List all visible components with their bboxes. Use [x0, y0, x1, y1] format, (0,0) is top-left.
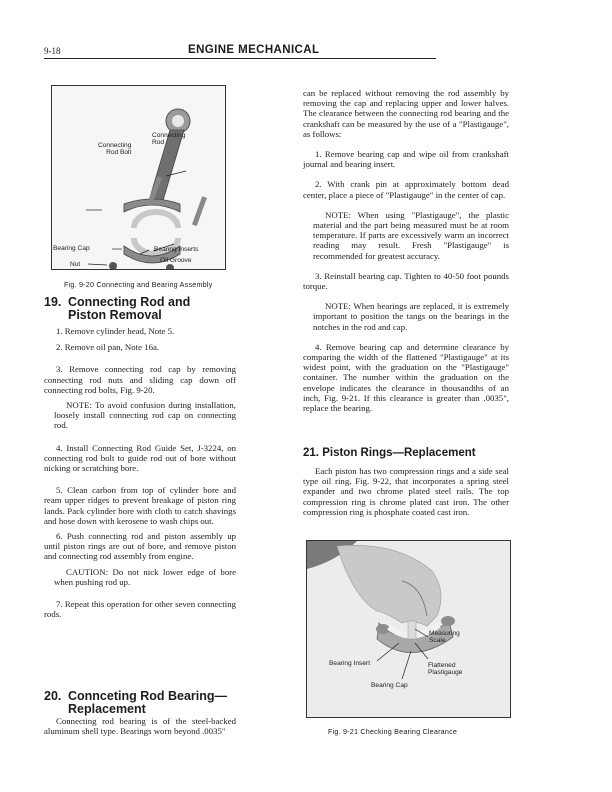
continued-paragraph: can be replaced without removing the rod assembly by removing the cap and replacing upper and lower halves. The clearance between the connecting rod bearing and the crankshaft can be measured by the use of a "Plastigauge", as follows:: [303, 88, 509, 139]
section-20-intro: [44, 716, 236, 736]
section-title-line: Connceting Rod Bearing—: [68, 689, 228, 703]
step-1: 1. Remove cylinder head, Note 5.: [56, 326, 175, 336]
section-title-line: Piston Removal: [68, 307, 162, 322]
section-title-line: Connecting Rod and: [68, 295, 191, 309]
label-line: Scale: [429, 637, 446, 645]
figure-checking-bearing-clearance: [306, 540, 511, 718]
label-bearing-cap: Bearing Cap: [371, 682, 408, 689]
label-connecting-rod-bolt: [98, 142, 131, 157]
label-line: Flattened: [428, 662, 456, 669]
label-oil-groove: Oil Groove: [160, 257, 192, 264]
label-connecting-rod: [152, 132, 185, 147]
step-2: 2. Remove oil pan, Note 16a.: [56, 342, 160, 353]
label-bearing-inserts: Bearing Inserts: [154, 246, 199, 253]
step-6: 6. Push connecting rod and piston assembly up until piston rings are out of bore, and remove piston and connecting rod assembly from engine.: [44, 531, 236, 562]
section-number: 21.: [303, 447, 319, 459]
running-title: ENGINE MECHANICAL: [188, 44, 320, 56]
label-bearing-insert: Bearing Insert: [329, 660, 371, 667]
section-heading-19: [44, 296, 190, 321]
step-3: 3. Remove connecting rod cap by removing connecting rod nuts and sliding cap down off connecting rod bolts, Fig. 9-20.: [44, 364, 236, 395]
figure-caption-9-21: Fig. 9-21 Checking Bearing Clearance: [328, 727, 458, 736]
section-number: 19.: [44, 295, 62, 309]
step-2: 2. With crank pin at approximately bottom dead center, place a piece of "Plastigauge" in the center of cap.: [303, 179, 509, 200]
section-title-line: Replacement: [68, 701, 146, 716]
label-line: Plastigauge: [428, 669, 463, 677]
note-installation: NOTE: To avoid confusion during installation, loosely install connecting rod cap on connecting rod.: [54, 400, 236, 431]
label-flattened-plastigauge: [428, 662, 462, 677]
label-line: Rod: [152, 139, 165, 147]
section-title: Piston Rings—Replacement: [322, 447, 476, 459]
label-line: Measuring: [429, 630, 460, 637]
connecting-rod-illustration: [52, 86, 225, 269]
step-5: 5. Clean carbon from top of cylinder bore and ream upper ridges to prevent breakage of piston ring lands. Pack cylinder bore with cloth to catch shavings and hose down with kerosene to wash chips out.: [44, 485, 236, 526]
figure-connecting-rod-assembly: [51, 85, 226, 270]
label-measuring-scale: [429, 630, 460, 645]
caution: CAUTION: Do not nick lower edge of bore when pushing rod up.: [54, 566, 236, 587]
plastigauge-photo: [307, 541, 510, 717]
page-number: 9-18: [44, 46, 61, 56]
piston-rings-paragraph: Each piston has two compression rings and a side seal type oil ring, Fig. 9-22, that incorporates a spring steel expander and two chrome plated steel rails. The top compression ring is chrome plated cast iron. The other compression ring is phosphate coated cast iron.: [303, 466, 509, 517]
section-heading-21: [303, 447, 476, 460]
label-bearing-cap: Bearing Cap: [53, 245, 90, 252]
intro-paragraph: Connecting rod bearing is of the steel-backed aluminum shell type. Bearings worn beyond .0035": [44, 716, 236, 737]
label-line: Connecting: [98, 142, 132, 149]
label-line: Connecting: [152, 132, 186, 139]
label-line: Rod Bolt: [106, 149, 132, 157]
section-heading-20: [44, 690, 227, 715]
section-21-body: [303, 466, 509, 517]
figure-caption-9-20: Fig. 9-20 Connecting and Bearing Assembly: [64, 280, 213, 289]
section-19-body: [44, 326, 236, 619]
section-20-body: [303, 88, 509, 413]
label-nut: Nut: [70, 261, 81, 268]
step-4: 4. Install Connecting Rod Guide Set, J-3224, on connecting rod bolt to guide rod out of bore without nicking or scratching bore.: [44, 442, 236, 474]
note-plastigauge: NOTE: When using "Plastigauge", the plastic material and the part being measured must be at room temperature. If parts are excessively warm an incorrect reading may result. Fresh "Plastigauge" is recommended for greatest accuracy.: [313, 209, 509, 261]
note-bearings: NOTE: When bearings are replaced, it is extremely important to position the tangs on the bearings in the notches in the rod and cap.: [313, 301, 509, 332]
step-7: 7. Repeat this operation for other seven connecting rods.: [44, 599, 236, 620]
step-1: 1. Remove bearing cap and wipe oil from crankshaft journal and bearing insert.: [303, 149, 509, 170]
page-header: [44, 42, 436, 59]
step-4: 4. Remove bearing cap and determine clearance by comparing the width of the flattened "Plastigauge" at its widest point, with the graduation on the "Plastigauge" container. The number within the graduation on the envelope indicates the clearance in thousandths of an inch, Fig. 9-21. If this clearance is greater than .0035", replace the bearing.: [303, 341, 509, 414]
section-number: 20.: [44, 689, 62, 703]
step-3: 3. Reinstall bearing cap. Tighten to 40-50 foot pounds torque.: [303, 270, 509, 292]
